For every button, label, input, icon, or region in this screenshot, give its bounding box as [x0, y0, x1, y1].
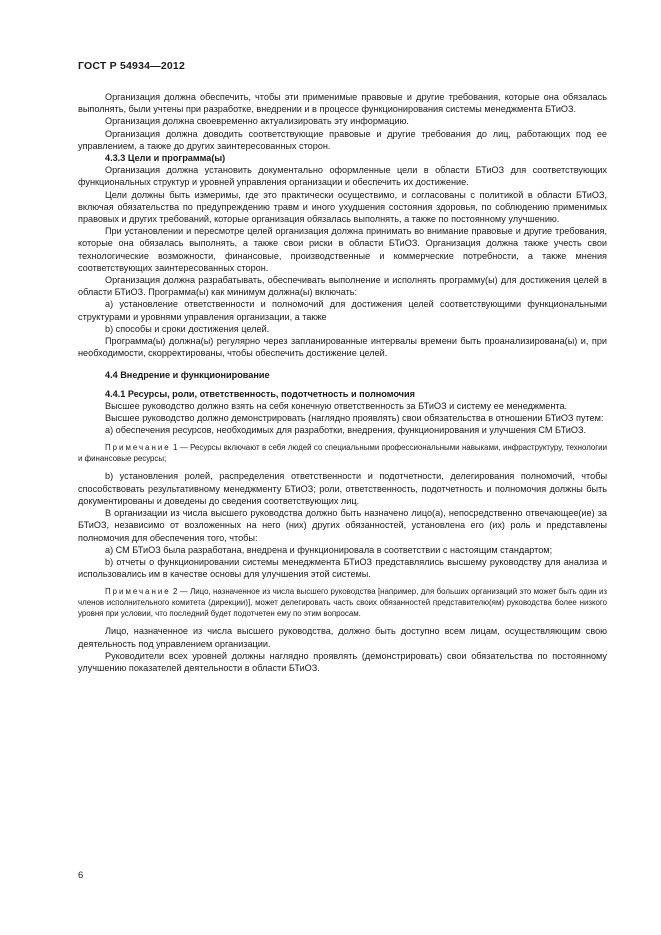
note-label: Примечание [105, 443, 171, 453]
paragraph: Руководители всех уровней должны наглядно проявлять (демонстрировать) свои обязательства по постоянному улучшению показателей деятельности в области БТиОЗ. [78, 650, 607, 673]
list-item: а) обеспечения ресурсов, необходимых для разработки, внедрения, функционирования и улучшения СМ БТиОЗ. [105, 425, 587, 436]
note-text: 2 — Лицо, назначенное из числа высшего руководства [например, для больших организаций это может быть один из членов исполнительного комитета (дирекции)], может делегировать часть своих обязанностей представителю(ям) руководства более низкого уровня при условии, что последний будет подотчетен ему по этим вопросам. [78, 587, 607, 619]
paragraph: Организация должна установить документально оформленные цели в области БТиОЗ для соответствующих функциональных структур и уровней управления организации и обеспечить их достижение. [78, 165, 607, 188]
document-body [78, 91, 607, 674]
note-2 [78, 586, 607, 619]
list-item: b) установления ролей, распределения ответственности и подотчетности, делегирования полномочий, чтобы способствовать результативному менеджменту БТиОЗ; роли, ответственность, подотчетность и полномочия должны быть документированы и доведены до сведения соответствующих лиц. [78, 471, 607, 506]
paragraph: Организация должна своевременно актуализировать эту информацию. [105, 116, 409, 127]
list-item: b) способы и сроки достижения целей. [105, 323, 270, 334]
paragraph: Организация должна доводить соответствующие правовые и другие требования до лиц, работающих под ее управлением, а также до других заинтересованных сторон. [78, 128, 607, 151]
list-item: b) отчеты о функционировании системы менеджмента БТиОЗ представлялись высшему руководству для анализа и использовались им в качестве основы для улучшения этой системы. [78, 556, 607, 580]
document-header: ГОСТ Р 54934—2012 [78, 60, 186, 72]
list-item: а) СМ БТиОЗ была разработана, внедрена и функционировала в соответствии с настоящим стандартом; [105, 544, 553, 555]
paragraph: Организация должна разрабатывать, обеспечивать выполнение и исполнять программу(ы) для достижения целей в области БТиОЗ. Программа(ы) как минимум должна(ы) включать: [78, 275, 607, 298]
note-text: 1 — Ресурсы включают в себя людей со специальными профессиональными навыками, инфраструктуру, технологии и финансовые ресурсы; [78, 443, 607, 464]
paragraph: Высшее руководство должно взять на себя конечную ответственность за БТиОЗ и систему ее менеджмента. [105, 400, 568, 411]
paragraph: В организации из числа высшего руководства должно быть назначено лицо(а), непосредственно отвечающее(ие) за БТиОЗ, независимо от возложенных на него (них) других обязанностей, установлена его (их) роль и представлены полномочия для обеспечения того, чтобы: [78, 508, 607, 543]
paragraph: При установлении и пересмотре целей организация должна принимать во внимание правовые и другие требования, которые она обязалась выполнять, а также свои риски в области БТиОЗ. Организация должна также учесть свои технологические возможности, финансовые, производственные и коммерческие потребности, а также мнения соответствующих заинтересованных сторон. [78, 226, 607, 273]
section-heading: 4.4 Внедрение и функционирование [105, 370, 270, 381]
paragraph: Высшее руководство должно демонстрировать (наглядно проявлять) свои обязательства в отношении БТиОЗ путем: [105, 413, 604, 424]
note-1 [78, 442, 607, 464]
note-label: Примечание [105, 587, 171, 597]
list-item: а) установление ответственности и полномочий для достижения целей соответствующими функциональными структурами и уровнями управления организации, а также [78, 299, 607, 322]
paragraph: Организация должна обеспечить, чтобы эти применимые правовые и другие требования, которые она обязалась выполнять, были учтены при разработке, внедрении и в процессе функционирования системы менеджмента БТиОЗ. [78, 92, 607, 115]
paragraph: Программа(ы) должна(ы) регулярно через запланированные интервалы времени быть проанализирована(ы) и, при необходимости, скорректированы, чтобы обеспечить достижение целей. [78, 336, 607, 359]
paragraph: Цели должны быть измеримы, где это практически осуществимо, и согласованы с политикой в области БТиОЗ, включая обязательства по предупреждению травм и иного ухудшения состояния здоровья, по соблюдению применимых правовых и других требований, которые организация обязалась выполнять, а также по постоянному улучшению. [78, 189, 607, 225]
subsection-heading: 4.4.1 Ресурсы, роли, ответственность, подотчетность и полномочия [105, 388, 415, 399]
section-heading: 4.3.3 Цели и программа(ы) [105, 153, 226, 164]
page-number: 6 [78, 870, 84, 881]
paragraph: Лицо, назначенное из числа высшего руководства, должно быть доступно всем лицам, осуществляющим свою деятельность под управлением организации. [78, 626, 607, 649]
